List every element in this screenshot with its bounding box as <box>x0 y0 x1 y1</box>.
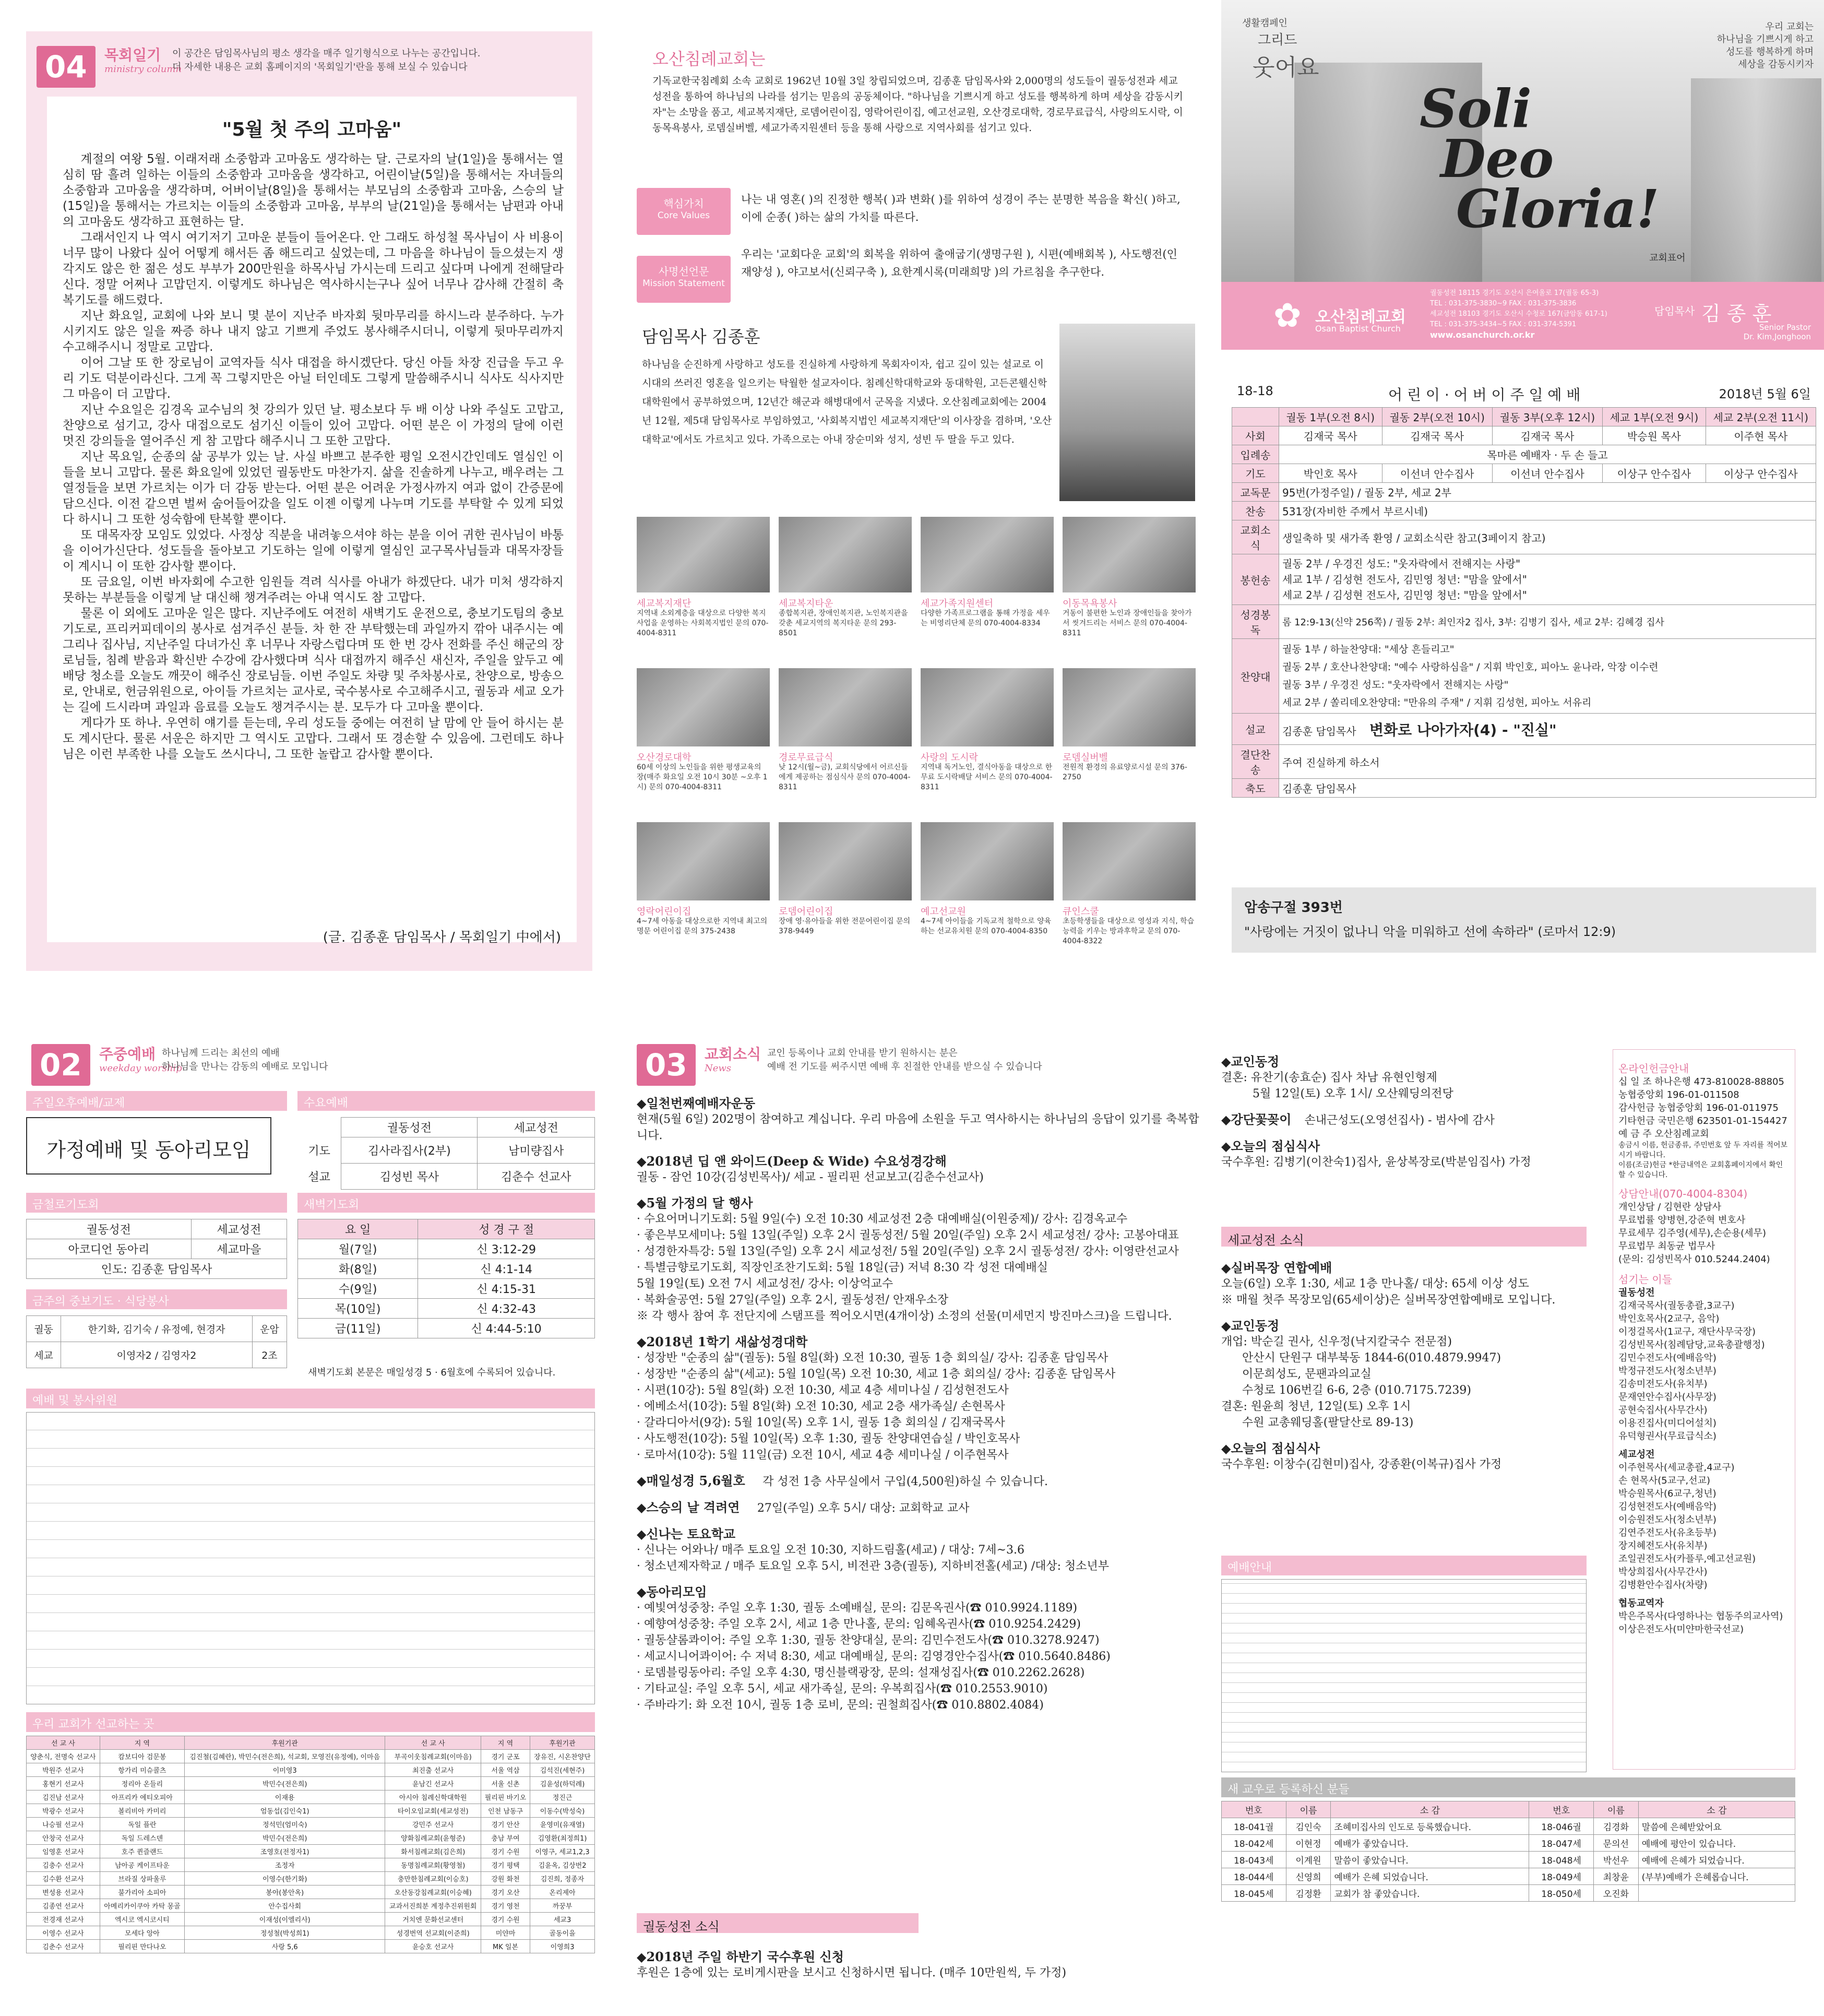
friday-table: 궐동성전 세교성전 아코디언 동아리 세교마을 인도: 김종훈 담임목사 <box>26 1219 287 1279</box>
ministry-desc: 4~7세 아이들을 기독교적 철학으로 양육하는 선교유치원 문의 070-4004-8350 <box>921 917 1052 935</box>
table-row: 금(11일) 신 4:44-5:10 <box>298 1319 595 1338</box>
ministry-desc: 낮 12시(월~금), 교회식당에서 어르신들에게 제공하는 점심식사 문의 070-4004-8311 <box>779 763 911 791</box>
table-row: 교회소식 생일축하 및 새가족 환영 / 교회소식란 참고(3페이지 참고) <box>1232 520 1816 554</box>
ministry-photo <box>637 822 770 900</box>
intercession-table <box>26 1315 287 1368</box>
table-row: 찬양대 궐동 1부 / 하늘찬양대: "세상 흔들리고" 궐동 2부 / 호산나찬양대: "예수 사랑하심을" / 지휘 박인호, 피아노 윤나라, 악장 이수련 궐동 3부 / 우경진 성도: "웃자락에서 전해지는 사랑" 세교 2부 / 쏠리데오찬양대: "만유의 주재" / 지휘 김성현, 피아노 서유리 <box>1232 639 1816 714</box>
page-number: 04 <box>37 46 96 88</box>
ministry-title: 로뎀실버벨 <box>1063 752 1108 763</box>
table-row: 수(9일) 신 4:15-31 <box>298 1279 595 1299</box>
table-row: 목(10일) 신 4:32-43 <box>298 1299 595 1319</box>
church-banner <box>1221 282 1824 350</box>
table-row: 김충수 선교사 남아공 케이프타운 조정자 동명침례교회(황영철) 경기 평택 김윤옥, 김상번2 <box>27 1858 595 1872</box>
ministry-title: 로뎀어린이집 <box>779 906 833 917</box>
table-row: 월(7일) 신 3:12-29 <box>298 1239 595 1259</box>
ministry-photo <box>1063 668 1196 746</box>
table-row: 양춘식, 전명숙 선교사 캄보디아 검문봉 김진철(김혜란), 박민수(전은희), 석교회, 모영진(유정예), 이마음 부곡이웃침례교회(이마음) 경기 군포 장유진, 시온찬양단 <box>27 1750 595 1763</box>
ministry-photo <box>1063 517 1196 592</box>
section-title: 주중예배 <box>99 1046 156 1063</box>
section-description: 하나님께 드리는 최선의 예배 하나님을 만나는 감동의 예배로 모입니다 <box>162 1048 328 1072</box>
sunday-afternoon-box: 가정예배 및 동아리모임 <box>26 1117 271 1175</box>
table-row: 김종연 선교사 아메리카이쿠아 카탁 몽골 안수집사회 교과서진희분 계정추진위원회 경기 영천 까꿍부 <box>27 1899 595 1913</box>
ministry-photo <box>637 668 770 746</box>
section-description: 이 공간은 담임목사님의 평소 생각을 매주 일기형식으로 나누는 공간입니다. 더 자세한 내용은 교회 홈페이지의 '목회일기'란을 통해 보실 수 있습니다 <box>172 48 481 73</box>
ministry-title: 오산경로대학 <box>637 752 692 763</box>
pastor-name-en: Senior Pastor Dr. Kim,Jonghoon <box>1743 323 1811 341</box>
table-row: 아코디언 동아리 세교마을 <box>27 1239 287 1259</box>
ministry-title: 사랑의 도시락 <box>921 752 979 763</box>
intro-heading: 오산침례교회는 <box>652 49 766 69</box>
dawn-note: 새벽기도회 본문은 매일성경 5 · 6월호에 수록되어 있습니다. <box>308 1367 556 1378</box>
gwoldong-news: ◆2018년 주일 하반기 국수후원 신청 후원은 1층에 있는 로비게시판을 보시고 신청하시면 됩니다. (매주 10만원씩, 두 가정) <box>637 1949 1067 1979</box>
ministry-title: 세교가족지원센터 <box>921 598 994 609</box>
table-row: 교독문 95번(가정주일) / 궐동 2부, 세교 2부 <box>1232 483 1816 502</box>
volunteer-schedule-table <box>26 1412 595 1704</box>
ministry-photo <box>779 668 912 746</box>
gwoldong-news-bar: 궐동성전 소식 <box>637 1913 919 1933</box>
table-row: 임영훈 선교사 호주 퀸즐랜드 조영호(전정자1) 화서침례교회(김은희) 경기 수원 이영구, 세교1,2,3 <box>27 1845 595 1858</box>
section-title: 목회일기 <box>104 46 161 64</box>
ministry-desc: 거동이 불편한 노인과 장애인들을 찾아가서 씻겨드리는 서비스 문의 070-4004-8311 <box>1063 609 1192 637</box>
pastor-photo <box>1059 324 1195 501</box>
campaign-logo: 생활캠페인 그리드 웃어요 <box>1242 18 1319 81</box>
page-number: 02 <box>31 1044 90 1086</box>
pastor-heading: 담임목사 김종훈 <box>642 327 760 347</box>
info-sidebar: 온라인헌금안내 십 일 조 하나은행 473-810028-88805 농협중앙회 196-01-011508 감사헌금 농협중앙회 196-01-011975 기타헌금 국민은행 623501-01-154427 예 금 주 오산침례교회 송금시 이름, 헌금종류, 주민번호 앞 두 자리를 적어보시기 바랍니다. 이름(조금)헌금 *한금내역은 교회홈페이지에서 확인할 수 있습니다. 상담안내(070-4004-8304) 개인상담 / 김현란 상담사 무료법률 양병현,강준혁 변호사 무료세무 김주영(세무),손순용(세무) 무료법무 최동균 법무사 (문의: 김성빈목사 010.5244.2404) 섬기는 이들 궐동성전 김재국목사(궐동총괄,3교구) 박인호목사(2교구, 음악) 이정걸목사(1교구, 재단사무국장) 김성빈목사(침례담당,교육총괄행정) 김민수전도사(예배음악) 박정규전도사(청소년부) 김송미전도사(유치부) 문재연안수집사(사무장) 공현숙집사(사무간사) 이용진집사(미디어설치) 유덕형권사(무료급식소) 세교성전 이주현목사(세교총괄,4교구) 손 현목사(5교구,선교) 박승원목사(6교구,청년) 김성현전도사(예배음악) 이승원전도사(청소년부) 김연주전도사(유초등부) 장지혜전도사(유치부) 조일권전도사(카플루,예고선교원) 박상희집사(사무간사) 김병환안수집사(차량) 협동교역자 박은주목사(다영하나는 협동주의교사역) 이상은전도사(미얀마한국선교) <box>1613 1049 1795 1770</box>
table-row: 입례송 목마른 예배자 · 두 손 들고 <box>1232 445 1816 464</box>
worship-guide-bar: 예배안내 <box>1221 1556 1587 1575</box>
mission-text: 우리는 '교회다운 교회'의 회복을 위하여 출애굽기(생명구원 ), 시편(예배회복 ), 사도행전(인재양성 ), 야고보서(신뢰구축 ), 요한계시록(미래희망 )의 가르침을 추구한다. <box>741 248 1177 278</box>
table-row: 18-041궐 김인숙 조혜미집사의 인도로 등록했습니다. 18-046궐 김경화 말씀에 은혜받았어요 <box>1222 1818 1795 1835</box>
pastor-name: 김 종 훈 <box>1701 302 1772 325</box>
section-title: 교회소식 <box>705 1046 761 1063</box>
table-row: 세교 이영자2 / 김영자2 2조 <box>27 1342 287 1368</box>
wednesday-bar: 수요예배 <box>297 1091 595 1111</box>
ministry-desc: 지역내 독거노인, 결식아동을 대상으로 한 무료 도시락배달 서비스 문의 070-4004-8311 <box>921 763 1053 791</box>
core-values-label: 핵심가치 Core Values <box>637 188 731 235</box>
news-column: ◆일천번째예배자운동 현재(5월 6일) 202명이 참여하고 계십니다. 우리 마음에 소원을 두고 역사하시는 하나님의 응답이 있기를 축복합니다. ◆2018년 딥 앤 와이드(Deep & Wide) 수요성경강해 궐동 - 잠언 10강(김성빈목사)/ 세교 - 필리핀 선교보고(김춘수선교사) ◆5월 가정의 달 행사 · 수요어머니기도회: 5월 9일(수) 오전 10:30 세교성전 2층 대예배실(이원중제)/ 강사: 김경옥교수 · 좋은부모세미나: 5월 13일(주일) 오후 2시 궐동성전/ 5월 20일(주일) 오후 2시 세교성전/ 강사: 고봉아대표 · 성경한자특강: 5월 13일(주일) 오후 2시 세교성전/ 5월 20일(주일) 오후 2시 궐동성전/ 강사: 이영란선교사 · 특별금향로기도회, 직장인조찬기도회: 5월 18일(금) 저녁 8:30 각 성전 대예배실 5월 19일(토) 오전 7시 세교성전/ 강사: 이상억교수 · 복화술공연: 5월 27일(주일) 오후 2시, 궐동성전/ 안재우소장 ※ 각 행사 참여 후 전단지에 스탬프를 찍어오시면(4개이상) 소정의 선물(미세먼지 방진마스크)을 드립니다. ◆2018년 1학기 새삶성경대학 · 성장반 "순종의 삶"(궐동): 5월 8일(화) 오전 10:30, 궐동 1층 회의실/ 강사: 김종훈 담임목사 · 성장반 "순종의 삶"(세교): 5월 10일(목) 오전 10:30, 세교 1층 회의실/ 강사: 김종훈 담임목사 · 시편(10강): 5월 8일(화) 오전 10:30, 세교 4층 세미나실 / 김성현전도사 · 에베소서(10강): 5월 8일(화) 오전 10:30, 세교 2층 새가족실/ 손현목사 · 갈라디아서(9강): 5월 10일(목) 오후 1시, 궐동 1층 회의실 / 김재국목사 · 사도행전(10강): 5월 10일(목) 오후 1:30, 궐동 찬양대연습실 / 박인호목사 · 로마서(10강): 5월 11일(금) 오전 10시, 세교 4층 세미나실 / 이주현목사 ◆매일성경 5,6월호 각 성전 1층 사무실에서 구입(4,500원)하실 수 있습니다. ◆스승의 날 격려연 27일(주일) 오후 5시/ 대상: 교회학교 교사 ◆신나는 토요학교 · 신나는 어와나/ 매주 토요일 오전 10:30, 지하드림홀(세교) / 대상: 7세~3.6 · 청소년제자학교 / 매주 토요일 오후 5시, 비전관 3층(궐동), 지하비전홀(세교) /대상: 청소년부 ◆동아리모임 · 예빛여성중창: 주일 오후 1:30, 궐동 소예배실, 문의: 김문옥권사(☎ 010.9924.1189) · 예향여성중창: 주일 오후 2시, 세교 1층 만나홀, 문의: 임혜옥권사(☎ 010.9254.2429) · 궐동샬롬콰이어: 주일 오후 1:30, 궐동 찬양대실, 문의: 김민수전도사(☎ 010.3278.9247) · 세교시니어콰이어: 수 저녁 8:30, 세교 대예배실, 문의: 김영경안수집사(☎ 010.5640.8486) · 로뎀블링동아리: 주일 오후 4:30, 명신블랙광장, 문의: 설재성집사(☎ 010.2262.2628) · 기타교실: 주일 오후 5시, 세교 새가족실, 문의: 우복희집사(☎ 010.2553.9010) · 주바라기: 화 오전 10시, 궐동 1층 로비, 문의: 권철희집사(☎ 010.8802.4084) <box>637 1096 1199 1712</box>
table-row: 인도: 김종훈 담임목사 <box>27 1259 287 1279</box>
article-body: 계절의 여왕 5월. 이래저래 소중함과 고마움도 생각하는 달. 근로자의 날(1일)을 통해서는 열심히 땀 흘려 일하는 이들의 소중함과 고마움을 생각하고, 어린이날(5일)을 통해서는 자녀들의 소중함과 고마움을 생각하며, 어버이날(8일)을 통해서는 부모님의 소중함과 고마움, 스승의 날(15일)을 통해서는 가르치는 이들의 소중함과 고마움, 부부의 날(21일)을 통해서는 남편과 아내의 고마움도 생각하고 표현하는 달. 그래서인지 나 역시 여기저기 고마운 분들이 들어온다. 안 그래도 하성철 목사님이 사 비용이 너무 많이 나왔다 싶어 어떻게 해서든 좀 해드리고 싶었는데, 그 마음을 하나님이 들으셨는지 생각지도 않은 한 젊은 성도 부부가 200만원을 하목사님 가시는데 드리고 싶다며 나에게 전해달라신다. 정말 어쩌나 고맙던지. 이렇게도 하나님은 역사하시는구나 싶어 너무나 감사해 간절히 축복기도를 해드렸다. 지난 화요일, 교회에 나와 보니 몇 분이 지난주 바자회 뒷마무리를 하시느라 분주하다. 누가 시키지도 않은 일을 짜증 하나 내지 않고 기쁘게 주었도 봉사해주시더니, 이렇게 뒷마무리까지 수고해주시니 정말로 고맙다. 이어 그날 또 한 장로님이 교역자들 식사 대접을 하시겠단다. 당신 아들 차장 진급을 두고 우리 기도 덕분이라신다. 그게 꼭 그렇지만은 아닐 터인데도 그렇게 말씀해주시니 식사도 식사지만 그 마음이 더 고맙다. 지난 수요일은 김경옥 교수님의 첫 강의가 있던 날. 평소보다 두 배 이상 나와 주실도 고맙고, 찬양으로 섬기고, 강사 대접으로도 섬기신 이들이 있어 고맙다. 어떤 분은 이 가정의 달에 이런 멋진 강의들을 열어주신 게 참 고맙다 해주시니 그 또한 고맙다. 지난 목요일, 순종의 삶 공부가 있는 날. 사실 바쁘고 분주한 평일 오전시간인데도 열심인 이들을 보니 고맙다. 물론 화요일에 있었던 궐동반도 마찬가지. 삶을 진솔하게 나누고, 배우려는 그 열정들을 보면 가르치는 이가 더 감동 받는다. 어떤 분은 어려운 가정사까지 여과 없이 간증문에 담으신다. 이전 같으면 벌써 숨어들어갔을 일도 이젠 이렇게 나누며 기도를 부탁할 수 있게 되었다 하시니 그 또한 성숙함에 탄복할 뿐이다. 또 대목자장 모임도 있었다. 사정상 직분을 내려놓으셔야 하는 분을 이어 귀한 권사님이 바통을 이어가신단다. 성도들을 돌아보고 기도하는 일에 이렇게 열심인 교구목사님들과 대목자장들이 계시니 이 또한 감사할 뿐이다. 또 금요일, 이번 바자회에 수고한 임원들 격려 식사를 아내가 하겠단다. 내가 미처 생각하지 못하는 부분들을 이렇게 날 대신해 챙겨주려는 아내 역시도 참 고맙다. 물론 이 외에도 고마운 일은 많다. 지난주에도 여전히 새벽기도 운전으로, 충보기도팀의 충보기도로, 프리커피데이의 봉사로 섬겨주신 분들. 차 한 잔 부탁했는데 과일까지 깎아 내주시는 예그리나 집사님, 지난주일 다녀가신 후 너무나 자랑스럽다며 또 한 번 강사 전화를 주신 해군의 장로님들, 침례 받음과 확신반 수강에 감사했다며 식사 대접까지 해주신 새신자, 주일을 앞두고 예배당 청소를 오늘도 깨끗이 해주신 장로님들. 이번 주일도 차량 및 주차봉사로, 찬양으로, 방송으로, 안내로, 헌금위원으로, 아이들 가르치는 교사로, 국수봉사로 수고해주시고, 궐동과 세교 오가는 길에 드시라며 과일과 음료를 오늘도 챙겨주시는 분. 모두가 다 고마울 뿐이다. 게다가 또 하나. 우연히 얘기를 듣는데, 우리 성도들 중에는 여전히 날 맘에 안 들어 하시는 분도 계시단다. 물론 서운은 하지만 그 역시도 고맙다. 그래서 또 경손할 수 있음에. 그런데도 하나님은 이런 부족한 나를 오늘도 쓰시다니, 그 또한 놀랍고 감사할 뿐이다. <box>63 152 564 761</box>
ministry-desc: 60세 이상의 노인들을 위한 평생교육의 장(매주 화요일 오전 10시 30분 ~오후 1시) 문의 070-4004-8311 <box>637 763 768 791</box>
wednesday-table: 궐동성전 세교성전 기도 김사라집사(2부) 남미량집사 설교 김성빈 목사 김춘수 선교사 <box>297 1117 595 1190</box>
table-row: 화(8일) 신 4:1-14 <box>298 1259 595 1279</box>
table-row: 18-044세 신영희 예배가 은혜 되었습니다. 18-049세 최창윤 (부부)예배가 은혜롭습니다. <box>1222 1868 1795 1885</box>
missionary-bar: 우리 교회가 선교하는 곳 <box>26 1712 595 1732</box>
dawn-prayer-bar: 새벽기도회 <box>297 1193 595 1213</box>
article-signature: (글. 김종훈 담임목사 / 목회일기 中에서) <box>323 930 561 945</box>
table-row: 축도 김종훈 담임목사 <box>1232 779 1816 798</box>
page-number: 03 <box>637 1044 696 1086</box>
weekday-worship-page <box>26 1034 595 2010</box>
table-row: 봉헌송 궐동 2부 / 우경진 성도: "웃자락에서 전해지는 사랑" 세교 1부 / 김성현 전도사, 김민영 청년: "맘을 앞에서" 세교 2부 / 김성현 전도사, 김민영 청년: "맘을 앞에서" <box>1232 554 1816 605</box>
memory-verse: 암송구절 393번 "사랑에는 거짓이 없나니 악을 미워하고 선에 속하라" (로마서 12:9) <box>1232 887 1816 953</box>
table-row: 설교 김성빈 목사 김춘수 선교사 <box>297 1164 595 1190</box>
ministry-title: 세교복지타운 <box>779 598 833 609</box>
cover-caption: 교회표어 <box>1649 253 1686 264</box>
intro-text: 기독교한국침례회 소속 교회로 1962년 10월 3일 창립되었으며, 김종훈 담임목사와 2,000명의 성도들이 궐동성전과 세교성전을 통하여 하나님의 나라를 섬기는 믿음의 공동체이다. "하나님을 기쁘시게 하고 성도를 행복하게 하며 세상을 감동시키자"는 소망을 품고, 세교복지재단, 로뎀어린이집, 영락어린이집, 예고선교원, 오산경로대학, 경로무료급식, 사랑의도시락, 이동목욕봉사, 로뎀실버벨, 세교가족지원센터 등을 통해 사랑으로 지역사회를 섬기고 있다. <box>652 75 1184 134</box>
building-sketch <box>1691 78 1821 282</box>
table-row: 사회 김재국 목사 김재국 목사 김재국 목사 박승원 목사 이주현 목사 <box>1232 426 1816 445</box>
ministry-photo <box>921 517 1054 592</box>
ministry-title: 경로무료급식 <box>779 752 833 763</box>
ministry-desc: 종합복지관, 장애인복지관, 노인복지관을 갖춘 세교지역의 복지타운 문의 293-8501 <box>779 609 908 637</box>
newcomers-table: 번호 이름 소 감 번호 이름 소 감 18-041궐 김인숙 조혜미집사의 인도로 등록했습니다. 18-046궐 김경화 말씀에 은혜받았어요 18-042세 이현정 예배가 좋았습니다. 18-047세 문의선 예배에 평안이 있습니다. 18-043세 이계원 말씀이 좋았습니다. 18-048세 박선우 예배에 은혜가 되었습니다. 18-044세 신영희 예배가 은혜 되었습니다. 18-049세 최창윤 (부부)예배가 은혜롭습니다. 18-045세 김정환 교회가 참 좋았습니다. 18-050세 오진화 <box>1221 1801 1795 1902</box>
table-row: 김진남 선교사 아프리카 에티오피아 이재용 아시아 침례신학대학원 필리핀 바기오 정진근 <box>27 1790 595 1804</box>
ministry-desc: 초등학생들을 대상으로 영성과 지식, 학습능력을 키우는 방과후학교 문의 070-4004-8322 <box>1063 917 1195 945</box>
worship-guide-table <box>1221 1579 1587 1772</box>
table-row: 김춘수 선교사 필리핀 만다나오 사랑 5,6 윤승호 선교사 MK 일본 이영희3 <box>27 1940 595 1953</box>
intercession-bar: 금주의 중보기도 · 식당봉사 <box>26 1289 287 1309</box>
ministry-desc: 지역내 소외계층을 대상으로 다양한 복지사업을 운영하는 사회복지법인 문의 070-4004-8311 <box>637 609 769 637</box>
segyo-news-bar: 세교성전 소식 <box>1221 1227 1587 1247</box>
table-row: 홍현기 선교사 정리아 온들리 박민수(전은희) 윤남긴 선교사 서울 신촌 김윤성(하덕례) <box>27 1777 595 1790</box>
article-title: "5월 첫 주의 고마움" <box>222 119 402 140</box>
church-intro-page <box>631 31 1198 971</box>
ministry-desc: 4~7세 아동을 대상으로한 지역내 최고의 명문 어린이집 문의 375-2438 <box>637 917 768 935</box>
cover-page <box>1221 0 1824 971</box>
order-of-worship: 궐동 1부(오전 8시) 궐동 2부(오전 10시) 궐동 3부(오후 12시) 세교 1부(오전 9시) 세교 2부(오전 11시) 사회 김재국 목사 김재국 목사 김재국 목사 박승원 목사 이주현 목사 입례송 목마른 예배자 · 두 손 들고 기도 박인호 목사 이선녀 안수집사 이선녀 안수집사 이상구 안수집사 이상구 안수집사 교독문 95번(가정주일) / 궐동 2부, 세교 2부 찬송 531장(자비한 주께서 부르시네) 교회소식 생일축하 및 새가족 환영 / 교회소식란 참고(3페이지 참고) 봉헌송 궐동 2부 / 우경진 성도: "웃자락에서 전해지는 사랑" 세교 1부 / 김성현 전도사, 김민영 청년: "맘을 앞에서" 세교 2부 / 김성현 전도사, 김민영 청년: "맘을 앞에서" 성경봉독 롬 12:9-13(신약 256쪽) / 궐동 2부: 최인자2 집사, 3부: 김병기 집사, 세교 2부: 김혜경 집사 찬양대 궐동 1부 / 하늘찬양대: "세상 흔들리고" 궐동 2부 / 호산나찬양대: "예수 사랑하심을" / 지휘 박인호, 피아노 윤나라, 악장 이수련 궐동 3부 / 우경진 성도: "웃자락에서 전해지는 사랑" 세교 2부 / 쏠리데오찬양대: "만유의 주재" / 지휘 김성현, 피아노 서유리 설교 김종훈 담임목사 변화로 나아가자(4) - "진실" 결단찬송 주여 진실하게 하소서 축도 김종훈 담임목사 <box>1232 407 1816 798</box>
section-subtitle: News <box>705 1063 732 1074</box>
cover-slogan: 우리 교회는 하나님을 기쁘시게 하고 성도를 행복하게 하며 세상을 감동시키자 <box>1716 21 1814 70</box>
table-row: 기도 김사라집사(2부) 남미량집사 <box>297 1137 595 1164</box>
table-row: 박원주 선교사 항가리 미슈콜츠 이미영3 최진출 선교사 서울 역삼 김석진(세현주) <box>27 1763 595 1777</box>
pastor-bio: 하나님을 순진하게 사랑하고 성도를 진실하게 사랑하게 목회자이자, 쉽고 깊이 있는 설교로 이 시대의 쓰러진 영혼을 일으키는 탁월한 설교자이다. 침례신학대학교와 동대학원, 고든콘웰신학대학원에서 공부하였으며, 12년간 해군과 해병대에서 군목을 지냈다. 오산침례교회에는 2004년 12월, 제5대 담임목사로 부임하였고, '사회복지법인 세교복지재단'의 이사장을 겸하며, '오산대학교'에서도 가르치고 있다. 가족으로는 아내 장순미와 성지, 성빈 두 딸을 두고 있다. <box>642 359 1052 445</box>
table-row: 찬송 531장(자비한 주께서 부르시네) <box>1232 502 1816 520</box>
ministry-title: 큐인스쿨 <box>1063 906 1099 917</box>
church-logo-icon: ✿ <box>1273 297 1302 335</box>
church-news-page <box>631 1034 1801 2010</box>
pastoral-diary-page <box>26 31 592 971</box>
segyo-news: ◆실버목장 연합예배 오늘(6일) 오후 1:30, 세교 1층 만나홀/ 대상: 65세 이상 성도 ※ 매월 첫주 목장모임(65세이상)은 실버목장연합예배로 모입니다. ◆교인동정 개업: 박순길 권사, 신우정(낙지칼국수 전문점) 안산시 단원구 대부북동 1844-6(010.4879.9947) 이문희성도, 문팬과의교실 수청로 106번길 6-6, 2층 (010.7175.7239) 결혼: 원윤희 청년, 12일(토) 오후 1시 수원 교총웨딩홀(팔달산로 89-13) ◆오늘의 점심식사 국수후원: 이창수(김현미)집사, 강종환(이복규)집사 가정 <box>1221 1260 1556 1471</box>
news-column-2: ◆교인동정 결혼: 유찬기(송효순) 집사 차남 유현인형제 5월 12일(토) 오후 1시/ 오산웨딩의전당 ◆강단꽃꽂이 손내근성도(오영선집사) - 범사에 감사 ◆오늘의 점심식사 국수후원: 김병기(이찬숙1)집사, 윤상복장로(박분임집사) 가정 <box>1221 1054 1531 1169</box>
ministry-photo <box>779 822 912 900</box>
table-row: 안창국 선교사 독일 드레스덴 박민수(전은희) 양화침례교회(윤형준) 충남 부여 김영환(최정희1) <box>27 1831 595 1845</box>
table-row: 변성용 선교사 불가리아 소피아 봉아(봉안옥) 오산동강침례교회(이승혜) 경기 오산 온리제아 <box>27 1885 595 1899</box>
church-name: 오산침례교회 <box>1315 308 1406 326</box>
ministry-photo <box>1063 822 1196 900</box>
table-row: 나승필 선교사 독일 플란 정석민(엄미숙) 강민주 선교사 경기 안산 윤영미(유재열) <box>27 1818 595 1831</box>
table-row: 기도 박인호 목사 이선녀 안수집사 이선녀 안수집사 이상구 안수집사 이상구 안수집사 <box>1232 464 1816 483</box>
section-subtitle: weekday worship <box>99 1063 182 1074</box>
sunday-afternoon-bar: 주일오후예배/교제 <box>26 1091 287 1111</box>
table-row: 18-043세 이계원 말씀이 좋았습니다. 18-048세 박선우 예배에 은혜가 되었습니다. <box>1222 1852 1795 1868</box>
service-volunteer-bar: 예배 및 봉사위원 <box>26 1389 595 1408</box>
newcomers-bar: 새 교우로 등록하신 분들 <box>1221 1777 1795 1797</box>
table-row: 김수환 선교사 브라질 상파울루 이영수(한기화) 충만한침례교회(이승호) 강원 화천 김진희, 정종자 <box>27 1872 595 1885</box>
pastor-label: 담임목사 <box>1654 305 1695 317</box>
ministry-desc: 전원적 환경의 유료양로시설 문의 376-2750 <box>1063 763 1187 781</box>
ministry-desc: 다양한 가족프로그램을 통해 가정을 세우는 비영리단체 문의 070-4004-8334 <box>921 609 1050 627</box>
dawn-prayer-table: 요 일 성 경 구 절 월(7일) 신 3:12-29 화(8일) 신 4:1-14 수(9일) 신 4:15-31 목(10일) 신 4:32-43 금(11일) 신 4:44-5:10 <box>297 1219 595 1338</box>
table-row: 결단찬송 주여 진실하게 하소서 <box>1232 745 1816 779</box>
table-row: 이영수 선교사 모세다 앙아 정성철(박성희1) 성경번역 선교회(이준희) 미얀마 골동이을 <box>27 1926 595 1940</box>
ministry-photo <box>779 517 912 592</box>
missionary-table: 선 교 사 지 역 후원기관 선 교 사 지 역 후원기관 양춘식, 전명숙 선교사 캄보디아 검문봉 김진철(김혜란), 박민수(전은희), 석교회, 모영진(유정예), 이마음 부곡이웃침례교회(이마음) 경기 군포 장유진, 시온찬양단 박원주 선교사 항가리 미슈콜츠 이미영3 최진출 선교사 서울 역삼 김석진(세현주) 홍현기 선교사 정리아 온들리 박민수(전은희) 윤남긴 선교사 서울 신촌 김윤성(하덕례) 김진남 선교사 아프리카 에티오피아 이재용 아시아 침례신학대학원 필리핀 바기오 정진근 박광수 선교사 볼리비아 카미리 엄동섭(김인숙1) 타이오임교회(세교성전) 인천 남동구 이동수(박성숙) 나승필 선교사 독일 플란 정석민(엄미숙) 강민주 선교사 경기 안산 윤영미(유재열) 안창국 선교사 독일 드레스덴 박민수(전은희) 양화침례교회(윤형준) 충남 부여 김영환(최정희1) 임영훈 선교사 호주 퀸즐랜드 조영호(전정자1) 화서침례교회(김은희) 경기 수원 이영구, 세교1,2,3 김충수 선교사 남아공 케이프타운 조정자 동명침례교회(황영철) 경기 평택 김윤옥, 김상번2 김수환 선교사 브라질 상파울루 이영수(한기화) 충만한침례교회(이승호) 강원 화천 김진희, 정종자 변성용 선교사 불가리아 소피아 봉아(봉안옥) 오산동강침례교회(이승혜) 경기 오산 온리제아 김종연 선교사 아메리카이쿠아 카탁 몽골 안수집사회 교과서진희분 계정추진위원회 경기 영천 까꿍부 전경재 선교사 엑시코 엑시코시티 이재성(이엘리사) 거치엔 문화선교센터 경기 수원 세교3 이영수 선교사 모세다 앙아 정성철(박성희1) 성경번역 선교회(이준희) 미얀마 골동이을 김춘수 선교사 필리핀 만다나오 사랑 5,6 윤승호 선교사 MK 일본 이영희3 <box>26 1736 595 1953</box>
cover-title: Soli Deo Gloria! <box>1420 78 1660 240</box>
ministry-title: 세교복지재단 <box>637 598 692 609</box>
core-values-text: 나는 내 영혼( )의 진정한 행복( )과 변화( )를 위하여 성경이 주는 분명한 복음을 확신( )하고, 이에 순종( )하는 삶의 가치를 따른다. <box>741 193 1181 223</box>
ministry-title: 이동목욕봉사 <box>1063 598 1117 609</box>
table-row: 18-045세 김정환 교회가 참 좋았습니다. 18-050세 오진화 <box>1222 1885 1795 1902</box>
table-row: 성경봉독 롬 12:9-13(신약 256쪽) / 궐동 2부: 최인자2 집사, 3부: 김병기 집사, 세교 2부: 김혜경 집사 <box>1232 605 1816 639</box>
ministry-title: 영락어린이집 <box>637 906 692 917</box>
table-row: 박광수 선교사 볼리비아 카미리 엄동섭(김인숙1) 타이오임교회(세교성전) 인천 남동구 이동수(박성숙) <box>27 1804 595 1818</box>
ministry-photo <box>637 517 770 592</box>
mission-label: 사명선언문 Mission Statement <box>637 256 731 303</box>
ministry-photo <box>921 822 1054 900</box>
section-description: 교인 등록이나 교회 안내를 받기 원하시는 분은 예배 전 기도를 써주시면 예배 후 친절한 안내를 받으실 수 있습니다 <box>767 1048 1042 1072</box>
church-name-en: Osan Baptist Church <box>1315 324 1401 334</box>
table-row: 궐동 한기화, 김기숙 / 유정예, 현경자 운암 <box>27 1316 287 1342</box>
service-header: 18-18 어 린 이 · 어 버 이 주 일 예 배 2018년 5월 6일 <box>1237 384 1811 404</box>
ministry-photo <box>921 668 1054 746</box>
section-subtitle: ministry column <box>104 64 182 75</box>
table-row: 18-042세 이현정 예배가 좋았습니다. 18-047세 문의선 예배에 평안이 있습니다. <box>1222 1835 1795 1852</box>
ministry-title: 예고선교원 <box>921 906 966 917</box>
church-address: 궐동성전 18115 경기도 오산시 은여울로 17(궐동 65-3) TEL : 031-375-3830~9 FAX : 031-375-3836 세교성전 18103 경기도 오산시 수청로 167(금암동 617-1) TEL : 031-375-3434~5 FAX : 031-374-5391 www.osanchurch.or.kr <box>1430 289 1607 340</box>
table-row: 전경재 선교사 엑시코 엑시코시티 이재성(이엘리사) 거치엔 문화선교센터 경기 수원 세교3 <box>27 1913 595 1926</box>
ministry-desc: 장애 영·유아들을 위한 전문어린이집 문의 378-9449 <box>779 917 911 935</box>
table-row: 설교 김종훈 담임목사 변화로 나아가자(4) - "진실" <box>1232 714 1816 745</box>
friday-bar: 금철로기도회 <box>26 1193 287 1213</box>
